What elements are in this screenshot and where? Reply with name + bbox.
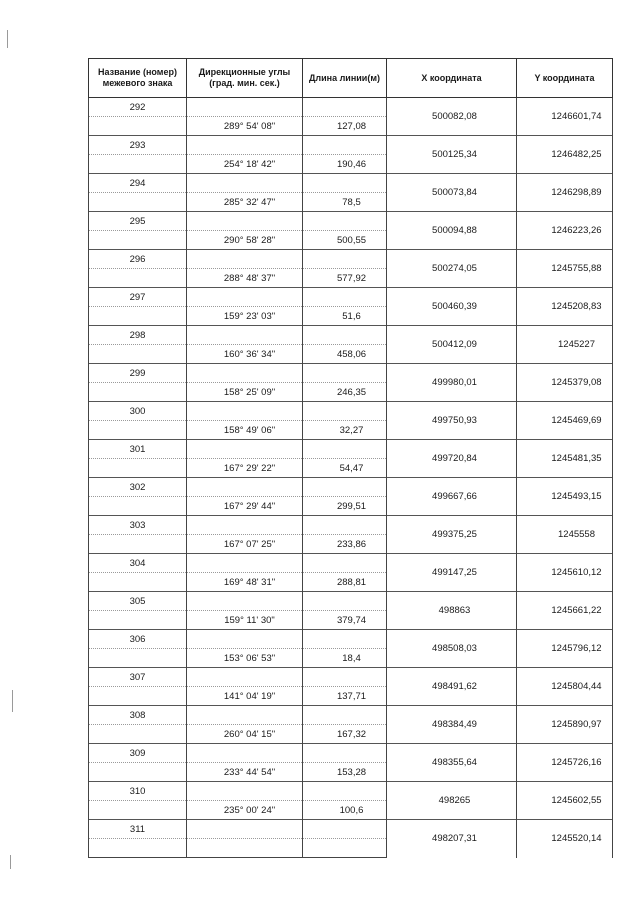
x-coordinate: 498384,49 xyxy=(387,706,517,744)
empty-cell xyxy=(303,516,387,535)
x-coordinate: 499375,25 xyxy=(387,516,517,554)
y-coordinate: 1245602,55 xyxy=(517,782,613,820)
empty-cell xyxy=(187,136,303,155)
x-coordinate: 498508,03 xyxy=(387,630,517,668)
empty-cell xyxy=(89,801,187,820)
point-row xyxy=(89,402,613,421)
point-row xyxy=(89,554,613,573)
scan-mark xyxy=(7,30,8,48)
empty-cell xyxy=(89,763,187,782)
empty-cell xyxy=(303,782,387,801)
point-row xyxy=(89,250,613,269)
empty-cell xyxy=(89,611,187,630)
x-coordinate: 499147,25 xyxy=(387,554,517,592)
x-coordinate: 500274,05 xyxy=(387,250,517,288)
empty-cell xyxy=(187,478,303,497)
point-row xyxy=(89,288,613,307)
x-coordinate: 498491,62 xyxy=(387,668,517,706)
bearing-angle: 169° 48' 31" xyxy=(187,573,303,592)
x-coordinate: 498863 xyxy=(387,592,517,630)
bearing-angle: 254° 18' 42" xyxy=(187,155,303,174)
y-coordinate: 1246223,26 xyxy=(517,212,613,250)
scan-mark xyxy=(12,690,13,712)
point-name: 299 xyxy=(89,364,187,383)
line-length: 18,4 xyxy=(303,649,387,668)
point-row xyxy=(89,212,613,231)
line-length: 577,92 xyxy=(303,269,387,288)
y-coordinate: 1245558 xyxy=(517,516,613,554)
line-length: 233,86 xyxy=(303,535,387,554)
line-length: 288,81 xyxy=(303,573,387,592)
point-name: 302 xyxy=(89,478,187,497)
y-coordinate: 1245493,15 xyxy=(517,478,613,516)
y-coordinate: 1245661,22 xyxy=(517,592,613,630)
empty-cell xyxy=(303,592,387,611)
empty-cell xyxy=(187,364,303,383)
line-length: 54,47 xyxy=(303,459,387,478)
empty-cell xyxy=(89,345,187,364)
bearing-angle: 167° 29' 22" xyxy=(187,459,303,478)
y-coordinate: 1246298,89 xyxy=(517,174,613,212)
empty-cell xyxy=(187,212,303,231)
point-row xyxy=(89,630,613,649)
point-name: 293 xyxy=(89,136,187,155)
bearing-angle: 285° 32' 47" xyxy=(187,193,303,212)
empty-cell xyxy=(89,193,187,212)
bearing-angle: 235° 00' 24" xyxy=(187,801,303,820)
empty-cell xyxy=(187,782,303,801)
x-coordinate: 500073,84 xyxy=(387,174,517,212)
empty-cell xyxy=(187,516,303,535)
empty-cell xyxy=(89,649,187,668)
bearing-angle: 153° 06' 53" xyxy=(187,649,303,668)
line-length: 127,08 xyxy=(303,117,387,136)
bearing-angle: 289° 54' 08" xyxy=(187,117,303,136)
point-row xyxy=(89,782,613,801)
empty-cell xyxy=(187,630,303,649)
point-name: 300 xyxy=(89,402,187,421)
point-name: 309 xyxy=(89,744,187,763)
y-coordinate: 1245726,16 xyxy=(517,744,613,782)
header-point-name: Название (номер) межевого знака xyxy=(89,59,187,98)
point-name: 303 xyxy=(89,516,187,535)
point-name: 296 xyxy=(89,250,187,269)
line-length: 153,28 xyxy=(303,763,387,782)
bearing-angle: 288° 48' 37" xyxy=(187,269,303,288)
bearing-angle: 260° 04' 15" xyxy=(187,725,303,744)
empty-cell xyxy=(303,668,387,687)
empty-cell xyxy=(303,839,387,858)
point-row xyxy=(89,364,613,383)
point-name: 310 xyxy=(89,782,187,801)
point-row xyxy=(89,98,613,117)
x-coordinate: 499980,01 xyxy=(387,364,517,402)
empty-cell xyxy=(303,364,387,383)
x-coordinate: 498355,64 xyxy=(387,744,517,782)
y-coordinate: 1245755,88 xyxy=(517,250,613,288)
y-coordinate: 1245804,44 xyxy=(517,668,613,706)
point-name: 298 xyxy=(89,326,187,345)
point-name: 305 xyxy=(89,592,187,611)
y-coordinate: 1245227 xyxy=(517,326,613,364)
x-coordinate: 499750,93 xyxy=(387,402,517,440)
empty-cell xyxy=(303,174,387,193)
empty-cell xyxy=(187,440,303,459)
line-length: 458,06 xyxy=(303,345,387,364)
table-body xyxy=(89,98,613,858)
empty-cell xyxy=(303,288,387,307)
y-coordinate: 1245890,97 xyxy=(517,706,613,744)
point-row xyxy=(89,668,613,687)
y-coordinate: 1245379,08 xyxy=(517,364,613,402)
point-name: 304 xyxy=(89,554,187,573)
bearing-angle: 159° 11' 30" xyxy=(187,611,303,630)
bearing-angle: 290° 58' 28" xyxy=(187,231,303,250)
table-header-row xyxy=(89,59,613,98)
point-name: 307 xyxy=(89,668,187,687)
y-coordinate: 1245481,35 xyxy=(517,440,613,478)
empty-cell xyxy=(187,744,303,763)
x-coordinate: 499667,66 xyxy=(387,478,517,516)
empty-cell xyxy=(89,117,187,136)
point-row xyxy=(89,744,613,763)
scan-mark xyxy=(10,855,11,869)
x-coordinate: 500125,34 xyxy=(387,136,517,174)
x-coordinate: 499720,84 xyxy=(387,440,517,478)
point-name: 306 xyxy=(89,630,187,649)
line-length: 500,55 xyxy=(303,231,387,250)
empty-cell xyxy=(187,288,303,307)
bearing-angle: 160° 36' 34" xyxy=(187,345,303,364)
point-row xyxy=(89,326,613,345)
point-name: 308 xyxy=(89,706,187,725)
header-length: Длина линии(м) xyxy=(303,59,387,98)
empty-cell xyxy=(89,155,187,174)
empty-cell xyxy=(187,706,303,725)
x-coordinate: 500082,08 xyxy=(387,98,517,136)
y-coordinate: 1245469,69 xyxy=(517,402,613,440)
empty-cell xyxy=(303,136,387,155)
point-name: 294 xyxy=(89,174,187,193)
point-row xyxy=(89,174,613,193)
empty-cell xyxy=(89,687,187,706)
header-bearing: Дирекционные углы (град. мин. сек.) xyxy=(187,59,303,98)
bearing-angle: 167° 07' 25" xyxy=(187,535,303,554)
line-length: 100,6 xyxy=(303,801,387,820)
line-length: 190,46 xyxy=(303,155,387,174)
empty-cell xyxy=(89,421,187,440)
point-row xyxy=(89,136,613,155)
empty-cell xyxy=(89,269,187,288)
empty-cell xyxy=(303,250,387,269)
empty-cell xyxy=(89,307,187,326)
empty-cell xyxy=(303,212,387,231)
point-row xyxy=(89,516,613,535)
empty-cell xyxy=(187,554,303,573)
line-length: 137,71 xyxy=(303,687,387,706)
x-coordinate: 500460,39 xyxy=(387,288,517,326)
empty-cell xyxy=(303,326,387,345)
empty-cell xyxy=(187,839,303,858)
empty-cell xyxy=(89,231,187,250)
empty-cell xyxy=(303,630,387,649)
x-coordinate: 500412,09 xyxy=(387,326,517,364)
empty-cell xyxy=(303,554,387,573)
bearing-angle: 159° 23' 03" xyxy=(187,307,303,326)
x-coordinate: 498265 xyxy=(387,782,517,820)
point-name: 297 xyxy=(89,288,187,307)
line-length: 51,6 xyxy=(303,307,387,326)
point-row xyxy=(89,440,613,459)
empty-cell xyxy=(187,592,303,611)
y-coordinate: 1245796,12 xyxy=(517,630,613,668)
bearing-angle: 141° 04' 19" xyxy=(187,687,303,706)
y-coordinate: 1246482,25 xyxy=(517,136,613,174)
empty-cell xyxy=(89,497,187,516)
empty-cell xyxy=(89,839,187,858)
empty-cell xyxy=(89,383,187,402)
bearing-angle: 158° 49' 06" xyxy=(187,421,303,440)
y-coordinate: 1245610,12 xyxy=(517,554,613,592)
bearing-angle: 167° 29' 44" xyxy=(187,497,303,516)
empty-cell xyxy=(187,820,303,839)
y-coordinate: 1245520,14 xyxy=(517,820,613,858)
empty-cell xyxy=(89,459,187,478)
line-length: 299,51 xyxy=(303,497,387,516)
empty-cell xyxy=(303,98,387,117)
y-coordinate: 1245208,83 xyxy=(517,288,613,326)
header-y: Y координата xyxy=(517,59,613,98)
point-row xyxy=(89,478,613,497)
empty-cell xyxy=(187,174,303,193)
empty-cell xyxy=(187,402,303,421)
bearing-angle: 158° 25' 09" xyxy=(187,383,303,402)
y-coordinate: 1246601,74 xyxy=(517,98,613,136)
empty-cell xyxy=(89,725,187,744)
bearing-angle: 233° 44' 54" xyxy=(187,763,303,782)
empty-cell xyxy=(303,706,387,725)
point-row xyxy=(89,706,613,725)
point-name: 301 xyxy=(89,440,187,459)
empty-cell xyxy=(187,668,303,687)
line-length: 167,32 xyxy=(303,725,387,744)
coordinates-table xyxy=(88,58,613,858)
point-name: 295 xyxy=(89,212,187,231)
empty-cell xyxy=(89,573,187,592)
point-name: 292 xyxy=(89,98,187,117)
empty-cell xyxy=(303,744,387,763)
empty-cell xyxy=(303,820,387,839)
line-length: 32,27 xyxy=(303,421,387,440)
header-x: X координата xyxy=(387,59,517,98)
empty-cell xyxy=(187,98,303,117)
x-coordinate: 498207,31 xyxy=(387,820,517,858)
empty-cell xyxy=(187,250,303,269)
line-length: 78,5 xyxy=(303,193,387,212)
x-coordinate: 500094,88 xyxy=(387,212,517,250)
line-length: 246,35 xyxy=(303,383,387,402)
point-name: 311 xyxy=(89,820,187,839)
empty-cell xyxy=(187,326,303,345)
empty-cell xyxy=(89,535,187,554)
point-row xyxy=(89,592,613,611)
empty-cell xyxy=(303,402,387,421)
empty-cell xyxy=(303,440,387,459)
line-length: 379,74 xyxy=(303,611,387,630)
empty-cell xyxy=(303,478,387,497)
point-row xyxy=(89,820,613,839)
